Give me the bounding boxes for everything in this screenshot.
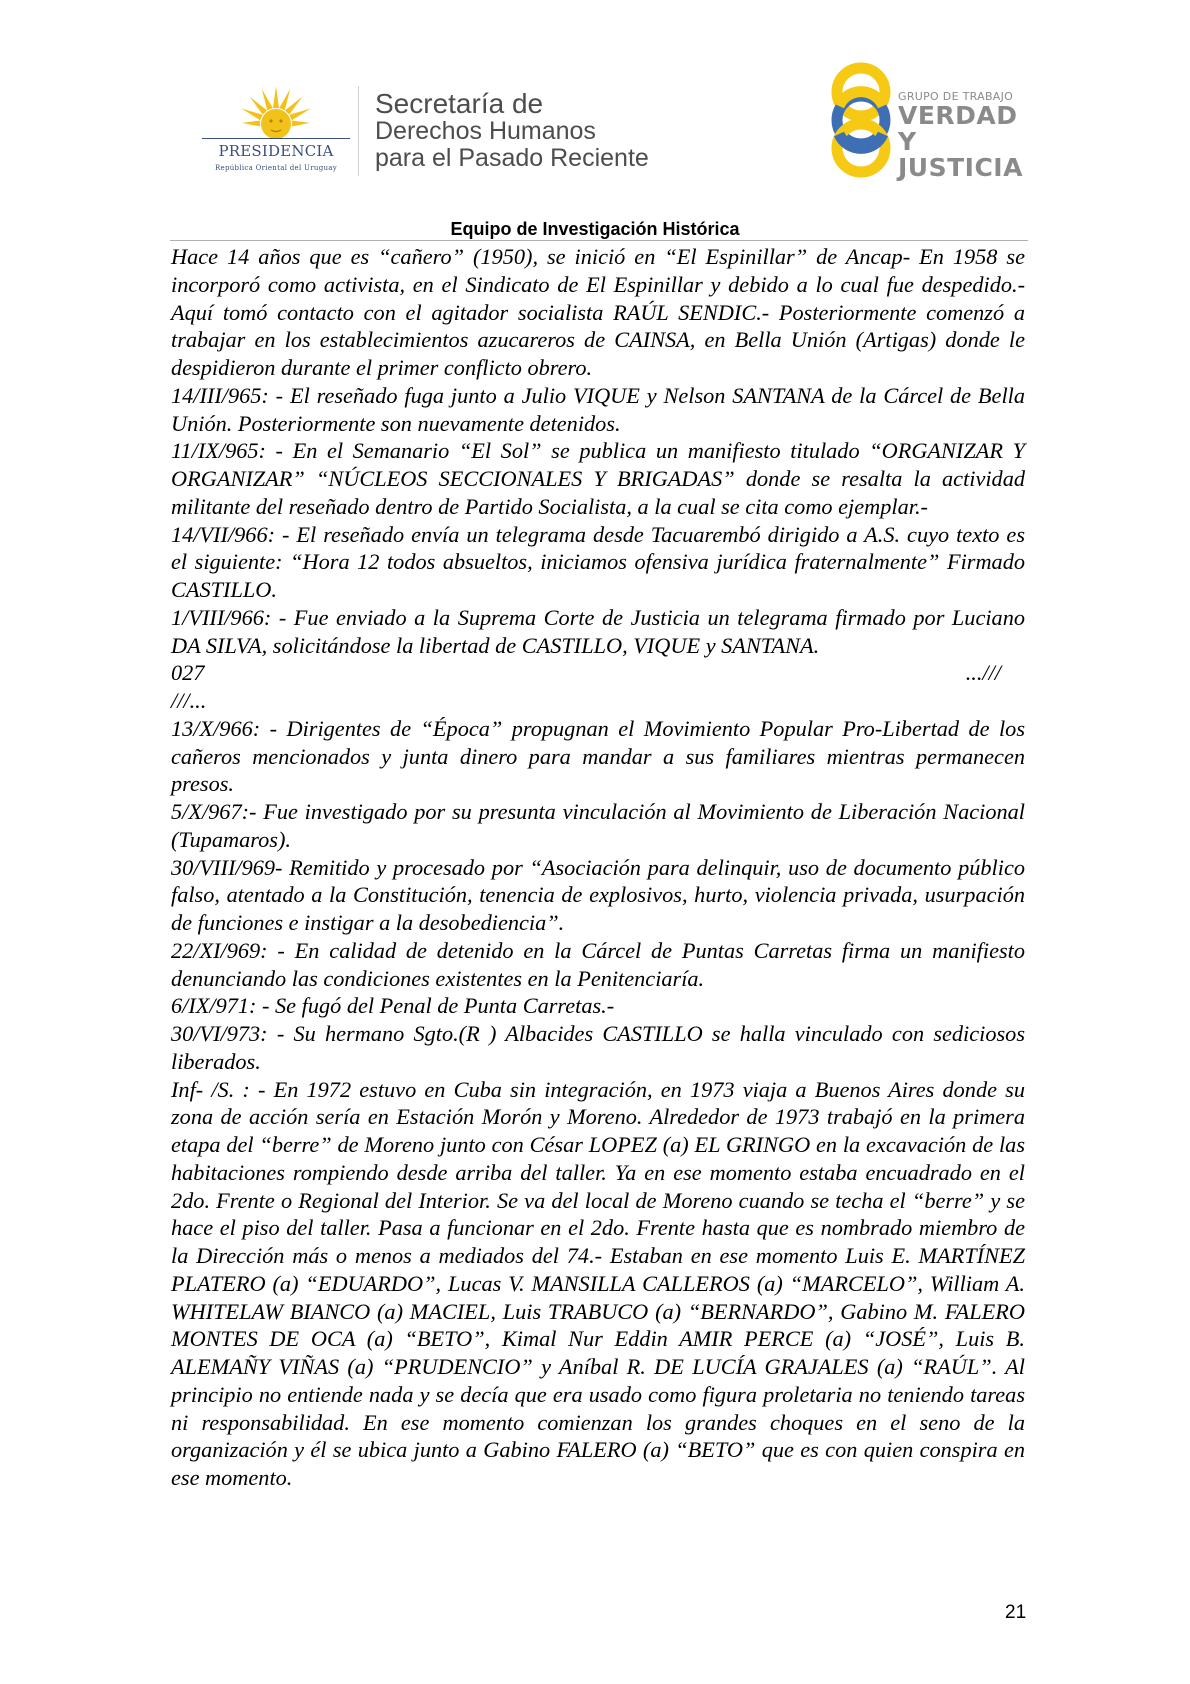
paragraph: 14/III/965: - El reseñado fuga junto a Julio VIQUE y Nelson SANTANA de la Cárcel de Bella Unión. Posteriormente son nuevamente detenidos. (171, 382, 1025, 436)
paragraph: 1/VIII/966: - Fue enviado a la Suprema Corte de Justicia un telegrama firmado por Luciano DA SILVA, solicitándose la libertad de CASTILLO, VIQUE y SANTANA. (171, 604, 1025, 658)
page-break-line (171, 659, 1025, 687)
paragraph: 11/IX/965: - En el Semanario “El Sol” se publica un manifiesto titulado “ORGANIZAR Y ORGANIZAR” “NÚCLEOS SECCIONALES Y BRIGADAS” donde se resalta la actividad militante del reseñado dentro de Partido Socialista, a la cual se cita como ejemplar.- (171, 438, 1025, 519)
continued-marker: ///... (171, 688, 207, 713)
presidencia-subtitle: República Oriental del Uruguay (214, 164, 338, 172)
header-rule (170, 240, 1028, 241)
presidencia-logo (196, 84, 356, 176)
grupo-line-1: GRUPO DE TRABAJO (898, 90, 1014, 103)
paragraph: 22/XI/969: - En calidad de detenido en la Cárcel de Puntas Carretas firma un manifiesto denunciando las condiciones existentes en la Penitenciaría. (171, 937, 1025, 991)
secretaria-line-2: Derechos Humanos (375, 117, 596, 145)
paragraph: 6/IX/971: - Se fugó del Penal de Punta Carretas.- (171, 993, 615, 1019)
paragraph: Hace 14 años que es “cañero” (1950), se inició en “El Espinillar” de Ancap- En 1958 se incorporó como activista, en el Sindicato de El Espinillar y debido a lo cual fue despedido.- Aquí tomó contacto con el agitador socialista RAÚL SENDIC.- Posteriormente comenzó a trabajar en los establecimientos azucareros de CAINSA, en Bella Unión (Artigas) donde le despidieron durante el primer conflicto obrero. (171, 244, 1025, 380)
presidencia-divider (202, 138, 350, 139)
sun-emblem-icon (196, 84, 356, 140)
presidencia-name: PRESIDENCIA (218, 142, 334, 160)
secretaria-title (375, 90, 649, 172)
paragraph: 30/VIII/969- Remitido y procesado por “Asociación para delinquir, uso de documento público falso, atentado a la Constitución, tenencia de explosivos, hurto, violencia privada, usurpación de funciones e instigar a la desobediencia”. (171, 854, 1025, 935)
paragraph: 13/X/966: - Dirigentes de “Época” propugnan el Movimiento Popular Pro-Libertad de los cañeros mencionados y junta dinero para mandar a sus familiares mientras permanecen presos. (171, 715, 1025, 797)
paragraph: Inf- /S. : - En 1972 estuvo en Cuba sin integración, en 1973 viaja a Buenos Aires donde su zona de acción sería en Estación Morón y Moreno. Alrededor de 1973 trabajó en la primera etapa del “berre” de Moreno junto con César LOPEZ (a) EL GRINGO en la excavación de las habitaciones rompiendo desde arriba del taller. Ya en ese momento estaba encuadrado en el 2do. Frente o Regional del Interior. Se va del local de Moreno cuando se techa el “berre” y se hace el piso del taller. Pasa a funcionar en el 2do. Frente hasta que es nombrado miembro de la Dirección más o menos a mediados del 74.- Estaban en ese momento Luis E. MARTÍNEZ PLATERO (a) “EDUARDO”, Lucas V. MANSILLA CALLEROS (a) “MARCELO”, William A. WHITELAW BIANCO (a) MACIEL, Luis TRABUCO (a) “BERNARDO”, Gabino M. FALERO MONTES DE OCA (a) “BETO”, Kimal Nur Eddin AMIR PERCE (a) “JOSÉ”, Luis B. ALEMAÑY VIÑAS (a) “PRUDENCIO” y Aníbal R. DE LUCÍA GRAJALES (a) “RAÚL”. Al principio no entiende nada y se decía que era usado como figura proletaria no teniendo tareas ni responsabilidad. En ese momento comienzan los grandes choques en el seno de la organización y él se ubica junto a Gabino FALERO (a) “BETO” que es con quien conspira en ese momento. (171, 1076, 1025, 1490)
linked-rings-icon (825, 58, 897, 180)
continues-marker: .../// (965, 660, 1001, 686)
paragraph: 14/VII/966: - El reseñado envía un telegrama desde Tacuarembó dirigido a A.S. cuyo texto es el siguiente: “Hora 12 todos absueltos, iniciamos ofensiva jurídica fraternalmente” Firmado CASTILLO. (171, 521, 1025, 602)
page-number: 21 (1005, 1602, 1027, 1623)
secretaria-line-1: Secretaría de (375, 88, 544, 119)
verdad-justicia-logo (825, 58, 1035, 180)
folio-number: 027 (171, 660, 205, 686)
secretaria-line-3: para el Pasado Reciente (375, 144, 649, 172)
grupo-line-2: VERDAD Y (898, 101, 1018, 156)
team-heading: Equipo de Investigación Histórica (450, 219, 740, 239)
grupo-line-3: JUSTICIA (898, 153, 1023, 182)
document-body (171, 243, 1025, 1492)
verdad-justicia-text (898, 90, 1035, 181)
paragraph: 30/VI/973: - Su hermano Sgto.(R ) Albacides CASTILLO se halla vinculado con sediciosos liberados. (171, 1021, 1025, 1074)
header-separator (358, 86, 359, 176)
paragraph: 5/X/967:- Fue investigado por su presunta vinculación al Movimiento de Liberación Nacional (Tupamaros). (171, 799, 1025, 852)
